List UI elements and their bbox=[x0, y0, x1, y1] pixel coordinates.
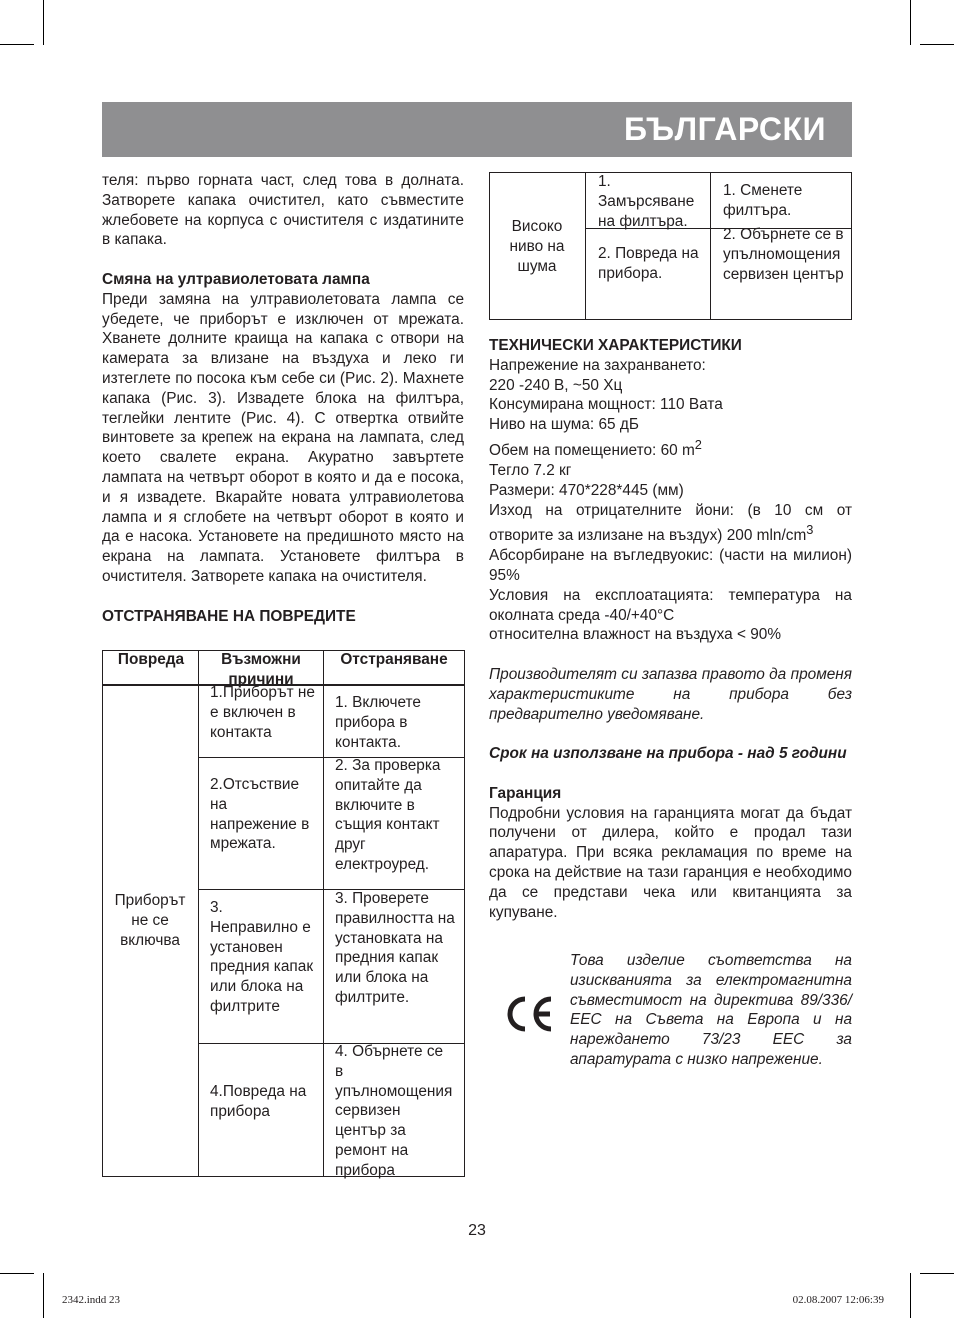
crop-mark bbox=[910, 1273, 911, 1318]
spec-power: Консумирана мощност: 110 Вата bbox=[489, 396, 723, 414]
page-number: 23 bbox=[468, 1222, 486, 1239]
ce-compliance-text: Това изделие съответства на изискванията за електромагнитна съвместимост на директива 89/336/ ЕЕС на Съвета на Европа и на нареждането 73/23 ЕЕС за апаратурата с низко напрежение. bbox=[570, 952, 852, 1068]
crop-mark bbox=[910, 0, 911, 45]
crop-mark bbox=[43, 1273, 44, 1318]
noise-fault-cell: Високо ниво на шума bbox=[509, 218, 565, 275]
spec-voltage-label: Напрежение на захранването: bbox=[489, 356, 706, 374]
header-fix: Отстраняване bbox=[340, 651, 448, 668]
language-banner bbox=[102, 102, 852, 157]
right-column bbox=[489, 336, 852, 922]
superscript: 3 bbox=[806, 522, 814, 538]
cause-cell: 3. Неправилно е установен предния капак или блока на филтрите bbox=[210, 899, 314, 1015]
noise-cause-cell: 1. Замърсяване на филтъра. bbox=[598, 173, 695, 230]
spec-humidity: относителна влажност на въздуха < 90% bbox=[489, 626, 782, 644]
noise-cause-cell: 2. Повреда на прибора. bbox=[598, 245, 699, 282]
warranty-heading: Гаранция bbox=[489, 784, 562, 802]
uv-lamp-paragraph: Преди замяна на ултравиолетовата лампа се убедете, че приборът е изключен от мрежата. Хванете долните краища на капака с отвори на камерата за влизане на въздуха и леко ги изтеглете по посока към себе си (Рис. 2). Махнете капака (Рис. 3). Извадете блока на филтъра, теглейки лентите (Рис. 4). С отвертка отвийте винтовете за крепеж на екрана на лампата, след което свалете екрана. Акуратно завъртете лампата на четвърт оборот в която и да е посока, и я извадете. Вкарайте новата ултравиолетова лампа и я сглобете на четвърт оборот в която и да е насока. Установете на предишното място на екрана на лампата. Установете филтъра в очистителя. Затворете капака на очистителя. bbox=[102, 290, 464, 585]
fault-cell: Приборът не се включва bbox=[114, 892, 186, 949]
uv-lamp-heading: Смяна на ултравиолетовата лампа bbox=[102, 270, 370, 288]
warranty-paragraph: Подробни условия на гаранцията могат да бъдат получени от дилера, който е продал тази апаратура. При всяка рекламация по време на срока на действие на тази гаранция е необходимо да се представи чека или квитанцията за купуване. bbox=[489, 804, 852, 921]
crop-mark bbox=[920, 1273, 954, 1274]
specs-heading: ТЕХНИЧЕСКИ ХАРАКТЕРИСТИКИ bbox=[489, 337, 742, 354]
spec-weight: Тегло 7.2 кг bbox=[489, 461, 572, 479]
cause-cell: 4.Повреда на прибора bbox=[210, 1083, 307, 1120]
fix-cell: 4. Обърнете се в упълномощения сервизен център за ремонт на прибора bbox=[335, 1043, 453, 1179]
spec-room: Обем на помещението: 60 $m^2$ bbox=[489, 436, 702, 460]
fix-cell: 3. Проверете правилността на установката на предния капак или блока на филтрите. bbox=[335, 890, 455, 1006]
fix-cell: 1. Включете прибора в контакта. bbox=[335, 694, 421, 751]
crop-mark bbox=[920, 44, 954, 45]
header-causes: Възможни причини bbox=[221, 651, 301, 688]
intro-paragraph: теля: първо горната част, след това в долната. Затворете капака очистител, като съвместите жлебовете на корпуса с очистителя с издатините в капака. bbox=[102, 172, 464, 249]
left-column bbox=[102, 171, 464, 626]
manufacturer-notice: Производителят си запазва правото да променя характеристиките на прибора без предварително уведомяване. bbox=[489, 666, 852, 723]
crop-mark bbox=[43, 0, 44, 45]
crop-mark bbox=[0, 44, 34, 45]
spec-conditions: Условия на експлоатацията: температура на околната среда -40/+40°С bbox=[489, 586, 852, 624]
crop-mark bbox=[0, 1273, 34, 1274]
spec-noise: Ниво на шума: 65 дБ bbox=[489, 416, 639, 434]
fix-cell: 2. За проверка опитайте да включите в същия контакт друг електроуред. bbox=[335, 757, 441, 873]
footer-file: 2342.indd 23 bbox=[62, 1294, 121, 1306]
cause-cell: 1.Приборът не е включен в контакта bbox=[210, 684, 315, 741]
ce-mark-icon bbox=[503, 994, 555, 1034]
footer-timestamp: 02.08.2007 12:06:39 bbox=[792, 1294, 884, 1306]
spec-size: Размери: 470*228*445 (мм) bbox=[489, 481, 684, 499]
header-fault: Повреда bbox=[117, 651, 185, 668]
cause-cell: 2.Отсъствие на напрежение в мрежата. bbox=[210, 776, 310, 853]
superscript: 2 bbox=[694, 436, 702, 452]
spec-voltage: 220 -240 В, ~50 Хц bbox=[489, 376, 623, 394]
noise-fix-cell: 2. Обърнете се в упълномощения сервизен център bbox=[723, 226, 844, 283]
lifetime-note: Срок на използване на прибора - над 5 години bbox=[489, 745, 847, 763]
troubleshooting-heading: ОТСТРАНЯВАНЕ НА ПОВРЕДИТЕ bbox=[102, 607, 356, 625]
spec-ions: Изход на отрицателните йони: (в 10 см от отворите за излизане на въздух) 200 mln/$cm^3$ bbox=[489, 501, 852, 545]
noise-fix-cell: 1. Сменете филтъра. bbox=[723, 182, 803, 219]
page-title: БЪЛГАРСКИ bbox=[624, 111, 826, 147]
spec-co2: Абсорбиране на въгледвуокис: (части на милион) 95% bbox=[489, 547, 852, 585]
